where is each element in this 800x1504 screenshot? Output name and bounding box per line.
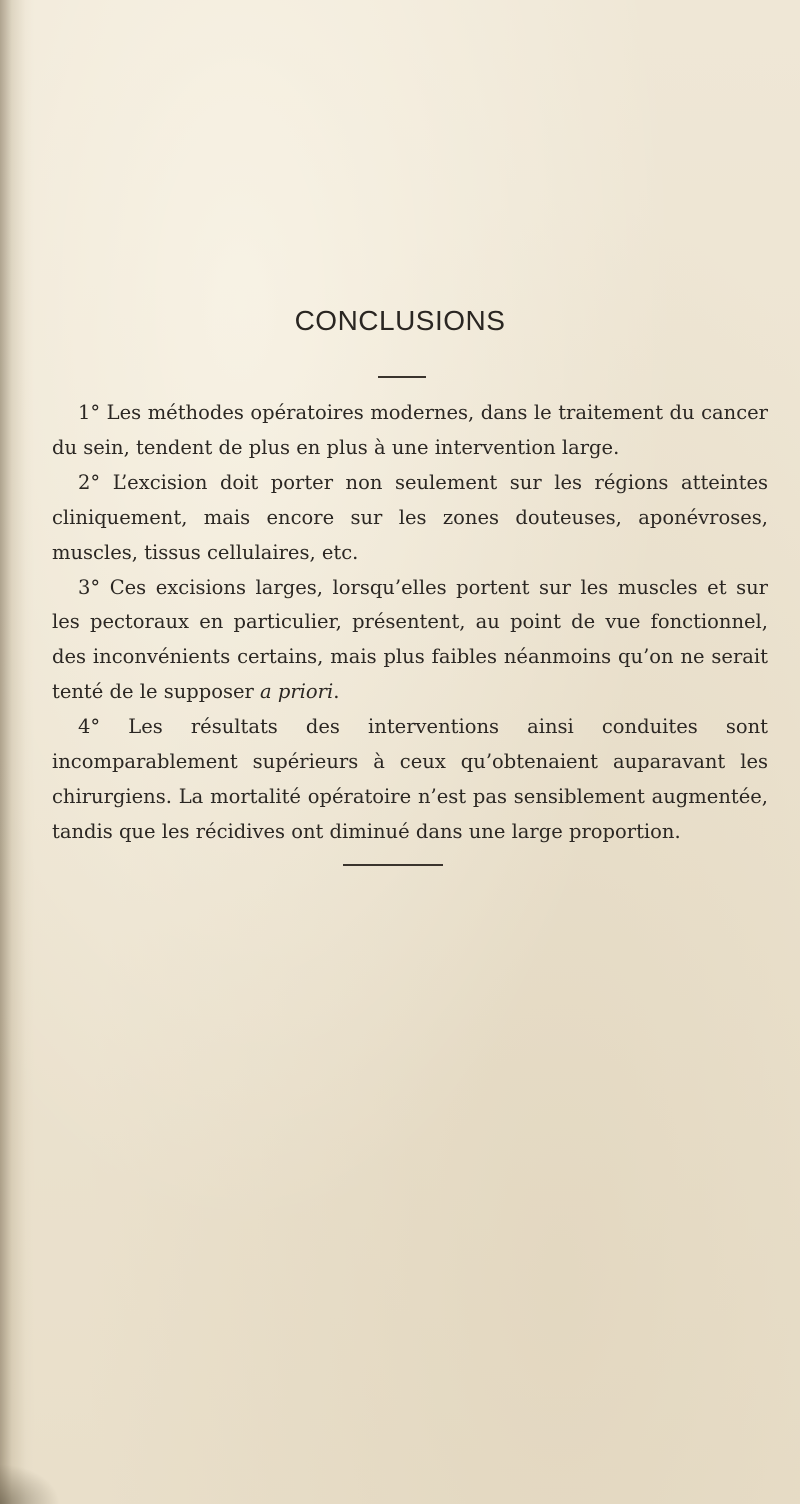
conclusion-paragraph-2: [52, 466, 768, 571]
title-underline-rule: [378, 376, 426, 378]
conclusion-paragraph-1: [52, 396, 768, 466]
end-of-section-rule: [343, 864, 443, 866]
conclusion-2-text: 2° L’excision doit porter non seulement sur les régions atteintes cliniquement, mais encore sur les zones douteuses, aponévroses, muscles, tissus cellulaires, etc.: [52, 470, 768, 564]
conclusion-4-text: 4° Les résultats des interventions ainsi conduites sont incomparablement supérieurs à ceux qu’obtenaient auparavant les chirurgiens. La mortalité opératoire n’est pas sensiblement augmentée, tandis que les récidives ont diminué dans une large proportion.: [52, 715, 768, 843]
conclusion-3-text: 3° Ces excisions larges, lorsqu’elles portent sur les muscles et sur les pectoraux en particulier, présentent, au point de vue fonctionnel, des inconvénients certains, mais plus faibles néanmoins qu’on ne serait tenté de le supposer: [52, 575, 768, 704]
conclusion-3-italic-phrase: a priori: [260, 680, 334, 704]
page-corner-shadow: [0, 1464, 60, 1504]
page-title: CONCLUSIONS: [294, 305, 506, 336]
conclusion-1-text: 1° Les méthodes opératoires modernes, dans le traitement du cancer du sein, tendent de plus en plus à une intervention large.: [52, 401, 768, 459]
conclusions-body: [52, 396, 768, 850]
binding-shadow: [0, 0, 34, 1504]
conclusion-paragraph-4: [52, 710, 768, 850]
conclusion-3-end-punctuation: .: [333, 680, 340, 704]
conclusion-paragraph-3: [52, 571, 768, 711]
